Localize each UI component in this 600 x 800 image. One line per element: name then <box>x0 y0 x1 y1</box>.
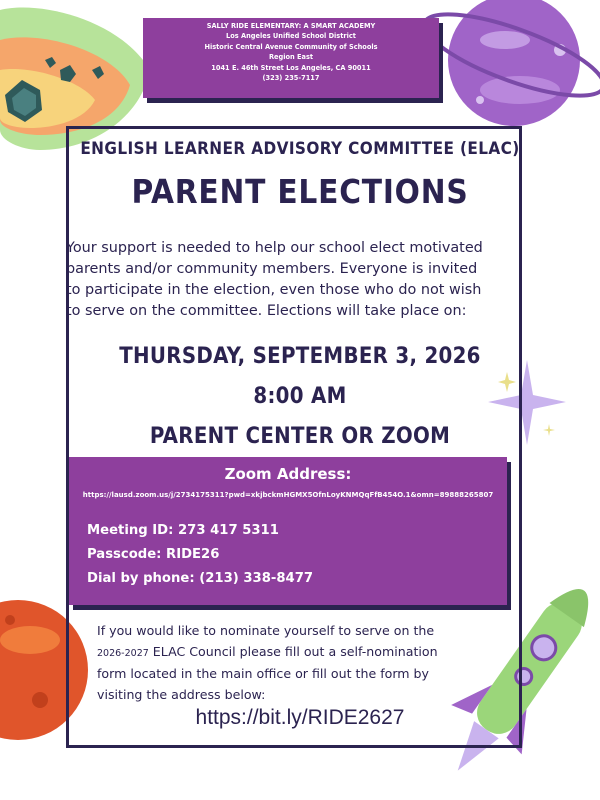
nomination-paragraph <box>97 621 497 705</box>
passcode: Passcode: RIDE26 <box>87 547 220 562</box>
school-name: SALLY RIDE ELEMENTARY: A SMART ACADEMY <box>206 22 376 30</box>
nomination-line <box>97 642 497 665</box>
school-address: 1041 E. 46th Street Los Angeles, CA 90011 <box>211 63 371 72</box>
meeting-id: Meeting ID: 273 417 5311 <box>87 523 279 538</box>
committee-title: ENGLISH LEARNER ADVISORY COMMITTEE (ELAC) <box>80 139 520 159</box>
zoom-info-box <box>69 457 507 605</box>
community-name: Historic Central Avenue Community of Schools <box>204 42 378 51</box>
dial-phone: Dial by phone: (213) 338-8477 <box>87 571 314 586</box>
intro-line: to serve on the committee. Elections will take place on: <box>66 303 467 319</box>
nomination-line-rest: ELAC Council please fill out a self-nomination <box>148 643 438 659</box>
school-phone: (323) 235-7117 <box>262 74 320 83</box>
district-name: Los Angeles Unified School District <box>226 32 356 41</box>
event-date: THURSDAY, SEPTEMBER 3, 2026 <box>119 344 481 369</box>
intro-line: to participate in the election, even those who do not wish <box>66 282 482 298</box>
ringed-planet-icon <box>416 0 600 126</box>
page-title: PARENT ELECTIONS <box>131 172 469 211</box>
intro-paragraph <box>66 238 526 322</box>
council-year: 2026-2027 <box>97 647 149 659</box>
nomination-line: visiting the address below: <box>97 686 266 702</box>
region-name: Region East <box>268 53 314 62</box>
intro-line: Your support is needed to help our school elect motivated <box>66 240 483 256</box>
zoom-title: Zoom Address: <box>224 465 352 483</box>
zoom-link[interactable]: https://lausd.zoom.us/j/2734175311?pwd=xkjbckmHGMX5OfnLoyKNMQqFfB454O.1&omn=89888265807 <box>82 491 494 499</box>
nomination-line: form located in the main office or fill out the form by <box>97 666 430 681</box>
event-location: PARENT CENTER OR ZOOM <box>149 424 451 449</box>
nomination-link[interactable]: https://bit.ly/RIDE2627 <box>195 706 405 729</box>
school-header <box>143 18 439 98</box>
intro-line: parents and/or community members. Everyone is invited <box>66 261 478 277</box>
event-time: 8:00 AM <box>253 384 347 409</box>
nomination-line: If you would like to nominate yourself to serve on the <box>97 623 435 638</box>
